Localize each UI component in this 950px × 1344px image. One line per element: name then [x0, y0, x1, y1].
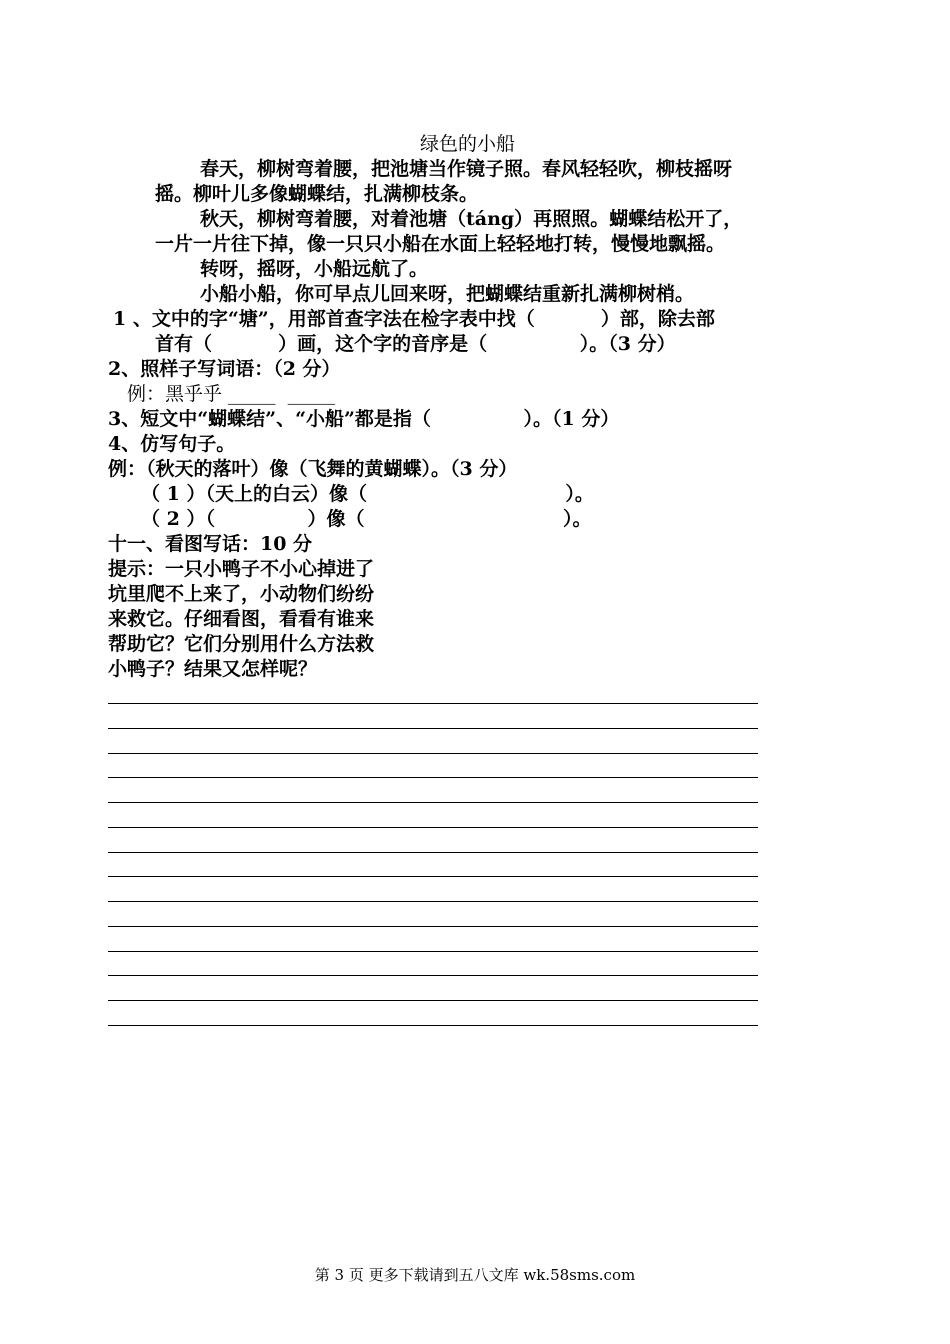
hint-line-2: 坑里爬不上来了，小动物们纷纷 [108, 583, 375, 605]
question-1-line-1: 1 、文中的字“塘”，用部首查字法在检字表中找（ ）部，除去部 [113, 308, 715, 330]
passage-line-5: 转呀，摇呀，小船远航了。 [200, 258, 429, 280]
writing-line [108, 876, 758, 877]
passage-line-2: 摇。柳叶儿多像蝴蝶结，扎满柳枝条。 [155, 183, 479, 205]
question-4-item-2: （ 2 ）（ ）像（ ）。 [141, 508, 592, 530]
question-4-item-1: （ 1 ）（天上的白云）像（ ）。 [141, 483, 594, 505]
section-heading: 十一、看图写话：10 分 [108, 533, 313, 555]
question-2: 2、照样子写词语：（2 分） [108, 358, 341, 380]
question-4: 4、仿写句子。 [108, 433, 236, 455]
passage-line-3: 秋天，柳树弯着腰，对着池塘（táng）再照照。蝴蝶结松开了， [200, 208, 743, 230]
writing-line [108, 827, 758, 828]
hint-line-5: 小鸭子？结果又怎样呢？ [108, 658, 318, 680]
writing-line [108, 926, 758, 927]
passage-line-1: 春天，柳树弯着腰，把池塘当作镜子照。春风轻轻吹，柳枝摇呀 [200, 158, 733, 180]
writing-line [108, 703, 758, 704]
writing-line [108, 753, 758, 754]
passage-line-4: 一片一片往下掉，像一只只小船在水面上轻轻地打转，慢慢地飘摇。 [155, 233, 726, 255]
hint-line-3: 来救它。仔细看图，看看有谁来 [108, 608, 375, 630]
hint-line-1: 提示：一只小鸭子不小心掉进了 [108, 558, 375, 580]
question-3: 3、短文中“蝴蝶结”、“小船”都是指（ ）。（1 分） [108, 408, 620, 430]
writing-line [108, 951, 758, 952]
page-footer: 第 3 页 更多下载请到五八文库 wk.58sms.com [314, 1266, 636, 1284]
writing-line [108, 975, 758, 976]
question-2-example: 例：黑乎乎 _____ _____ [127, 383, 336, 405]
writing-line [108, 777, 758, 778]
writing-line [108, 728, 758, 729]
passage-line-6: 小船小船，你可早点儿回来呀，把蝴蝶结重新扎满柳树梢。 [200, 283, 695, 305]
page-title: 绿色的小船 [420, 133, 516, 155]
question-1-line-2: 首有（ ）画，这个字的音序是（ ）。（3 分） [155, 333, 676, 355]
question-4-example: 例：（秋天的落叶）像（飞舞的黄蝴蝶）。（3 分） [108, 458, 518, 480]
hint-line-4: 帮助它？它们分别用什么方法救 [108, 633, 375, 655]
writing-line [108, 901, 758, 902]
writing-line [108, 852, 758, 853]
writing-line [108, 1025, 758, 1026]
writing-line [108, 802, 758, 803]
writing-line [108, 1000, 758, 1001]
